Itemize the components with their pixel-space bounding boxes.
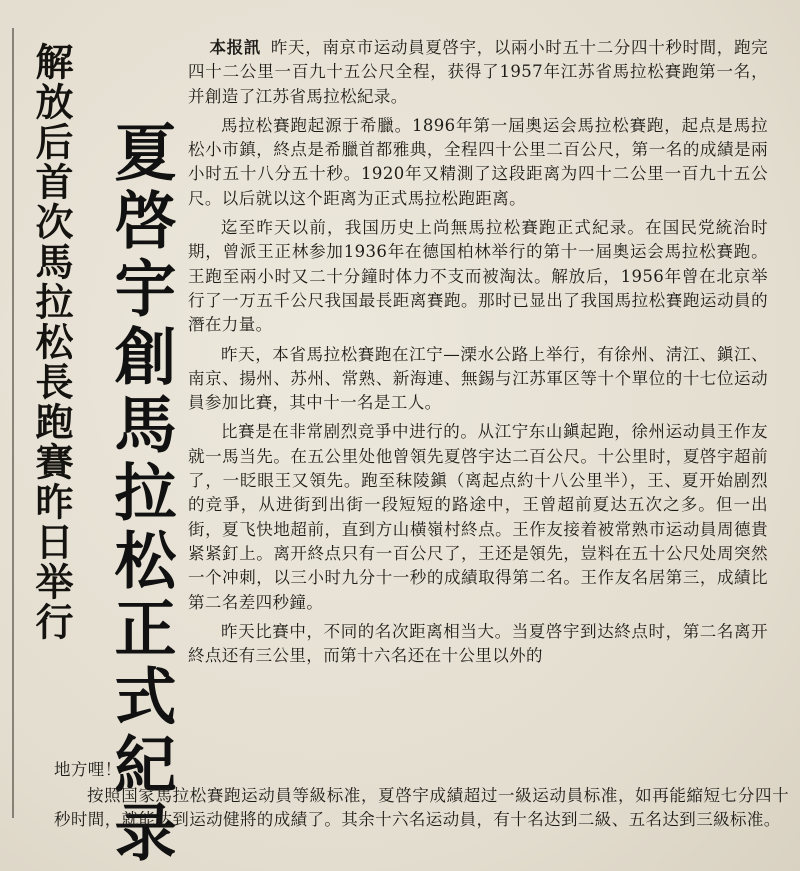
sub-headline: 解放后首次馬拉松長跑賽昨日举行 — [29, 42, 73, 642]
main-headline: 夏啓宇創馬拉松正式紀录 — [104, 120, 177, 868]
byline: 本报訊 — [209, 38, 261, 57]
article-continuation: 地方哩！ — [54, 760, 122, 779]
paragraph-text: 昨天，南京市运动員夏啓宇，以兩小时五十二分四十秒时間，跑完四十二公里一百九十五公尺全程，获得了1957年江苏省馬拉松賽跑第一名，并創造了江苏省馬拉松紀录。 — [188, 38, 768, 106]
article-footer — [54, 758, 789, 834]
article-closing: 按照国家馬拉松賽跑运动員等級标准，夏啓宇成績超过一級运动員标准，如再能縮短七分四十秒时間，就能达到运动健將的成績了。其余十六名运动員，有十名达到二級、五名达到三級标准。 — [54, 786, 789, 829]
article-paragraph-4: 昨天，本省馬拉松賽跑在江宁—溧水公路上举行，有徐州、淸江、鎭江、南京、揚州、苏州、常熟、新海連、無錫与江苏軍区等十个單位的十七位运动員参加比賽，其中十一名是工人。 — [188, 344, 768, 413]
article-paragraph-5: 比賽是在非常剧烈竞爭中进行的。从江宁东山鎭起跑，徐州运动員王作友就一馬当先。在五公里处他曾領先夏啓宇达二百公尺。十公里时，夏啓宇超前了，一眨眼王又領先。跑至秣陵鎭（离起点約十八公里半），王、夏开始剧烈的竞爭，从进街到出街一段短短的路途中，王曾超前夏达五次之多。但一出街，夏飞快地超前，直到方山橫嶺村終点。王作友接着被常熟市运动員周德貴紧紧釘上。离开終点只有一百公尺了，王还是領先，豈料在五十公尺处周突然一个冲刺，以三小时九分十一秒的成績取得第二名。王作友名居第三，成績比第二名差四秒鐘。 — [188, 422, 768, 612]
article-paragraph-6: 昨天比賽中，不同的名次距离相当大。当夏啓宇到达終点时，第二名离开終点还有三公里，而第十六名还在十公里以外的 — [188, 621, 768, 666]
article-paragraph-1 — [188, 36, 768, 109]
article-paragraph-3: 迄至昨天以前，我国历史上尚無馬拉松賽跑正式紀录。在国民党統治时期，曾派王正林参加1936年在德国柏林举行的第十一屆奧运会馬拉松賽跑。王跑至兩小时又二十分鐘时体力不支而被淘汰。解放后，1956年曾在北京举行了一万五千公尺我国最長距离賽跑。那时已显出了我国馬拉松賽跑运动員的潛在力量。 — [188, 218, 768, 335]
article-paragraph-2: 馬拉松賽跑起源于希臘。1896年第一屆奧运会馬拉松賽跑，起点是馬拉松小市鎮，終点是希臘首都雅典，全程四十公里二百公尺，第一名的成績是兩小时五十八分五十秒。1920年又精測了这段距离为四十二公里一百九十五公尺。以后就以这个距离为正式馬拉松跑距离。 — [188, 115, 768, 208]
column-rule — [12, 28, 14, 818]
article-body — [188, 36, 768, 673]
